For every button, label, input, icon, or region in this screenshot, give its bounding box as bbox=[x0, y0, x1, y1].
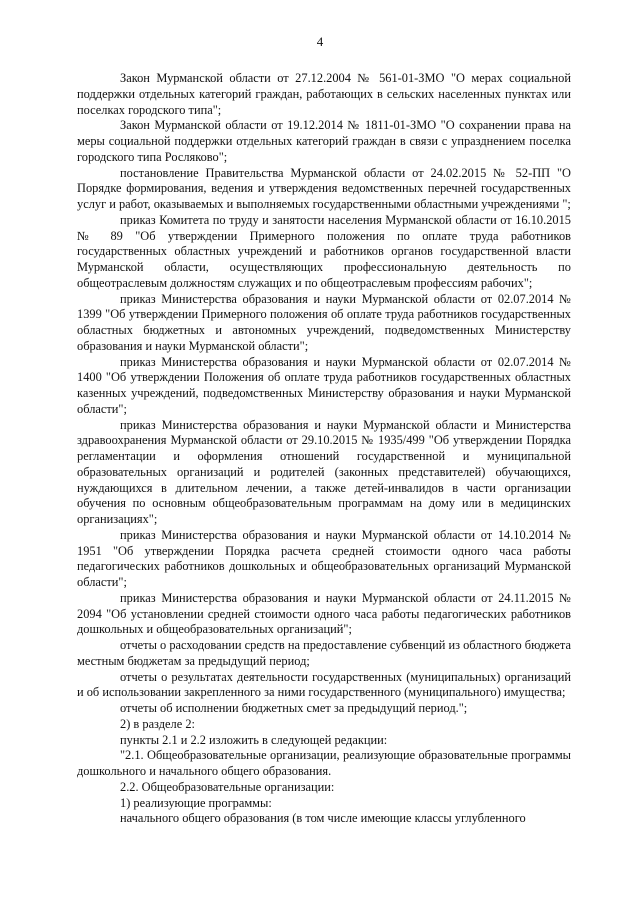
paragraph-order-1399: приказ Министерства образования и науки Мурманской области от 02.07.2014 № 1399 "Об утверждении Примерного положения об оплате труда работников государственных областных бюджетных и автономных учреждений, подведомственных Министерству образования и науки Мурманской области"; bbox=[77, 291, 571, 353]
paragraph-order-89: приказ Комитета по труду и занятости населения Мурманской области от 16.10.2015 № 89 "Об утверждении Примерного положения по оплате труда работников государственных областных учреждений и работников органов государственной власти Мурманской области, осуществляющих профессиональную деятельность по общеотраслевым должностям служащих и по общеотраслевым профессиям рабочих"; bbox=[77, 212, 571, 290]
paragraph-2-2: 2.2. Общеобразовательные организации: bbox=[120, 779, 335, 794]
paragraph-order-1400: приказ Министерства образования и науки Мурманской области от 02.07.2014 № 1400 "Об утверждении Положения об оплате труда работников государственных областных казенных учреждений, подведомственных Министерству образования и науки Мурманской области"; bbox=[77, 354, 571, 416]
paragraph-subvention-reports: отчеты о расходовании средств на предоставление субвенций из областного бюджета местным бюджетам за предыдущий период; bbox=[77, 638, 571, 668]
document-body bbox=[77, 71, 571, 827]
paragraph-order-1935-499: приказ Министерства образования и науки Мурманской области и Министерства здравоохранения Мурманской области от 29.10.2015 № 1935/499 "Об утверждении Порядка регламентации и оформления отношений государственной и муниципальной образовательных организаций и родителей (законных представителей) обучающихся, нуждающихся в длительном лечении, а также детей-инвалидов в части организации обучения по основным общеобразовательным программам на дому или в медицинских организациях"; bbox=[77, 417, 571, 526]
paragraph-2-1: "2.1. Общеобразовательные организации, реализующие образовательные программы дошкольного и начального общего образования. bbox=[77, 748, 571, 778]
paragraph-section-2: 2) в разделе 2: bbox=[120, 716, 195, 731]
paragraph-order-2094: приказ Министерства образования и науки Мурманской области от 24.11.2015 № 2094 "Об установлении средней стоимости одного часа работы педагогических работников дошкольных и общеобразовательных организаций"; bbox=[77, 590, 571, 637]
paragraph-order-1951: приказ Министерства образования и науки Мурманской области от 14.10.2014 № 1951 "Об утверждении Порядка расчета средней стоимости одного часа работы педагогических работников дошкольных и общеобразовательных организаций Мурманской области"; bbox=[77, 527, 571, 589]
paragraph-items-2-1-2-2: пункты 2.1 и 2.2 изложить в следующей редакции: bbox=[120, 732, 388, 747]
paragraph-primary-education: начального общего образования (в том числе имеющие классы углубленного bbox=[120, 811, 526, 826]
paragraph-law-561: Закон Мурманской области от 27.12.2004 № 561-01-ЗМО "О мерах социальной поддержки отдельных категорий граждан, работающих в сельских населенных пунктах или поселках городского типа"; bbox=[77, 71, 571, 117]
paragraph-budget-reports: отчеты об исполнении бюджетных смет за предыдущий период."; bbox=[120, 701, 468, 715]
paragraph-resolution-52pp: постановление Правительства Мурманской области от 24.02.2015 № 52-ПП "О Порядке формирования, ведения и утверждения ведомственных перечней государственных услуг и работ, оказываемых и выполняемых государственными областными учреждениями "; bbox=[77, 165, 571, 211]
paragraph-law-1811: Закон Мурманской области от 19.12.2014 № 1811-01-ЗМО "О сохранении права на меры социальной поддержки отдельных категорий граждан в связи с упразднением поселка городского типа Росляково"; bbox=[77, 118, 571, 164]
paragraph-programs: 1) реализующие программы: bbox=[120, 795, 272, 810]
paragraph-activity-reports: отчеты о результатах деятельности государственных (муниципальных) организаций и об использовании закрепленного за ними государственного (муниципального) имущества; bbox=[77, 669, 571, 700]
page-number: 4 bbox=[316, 34, 324, 49]
